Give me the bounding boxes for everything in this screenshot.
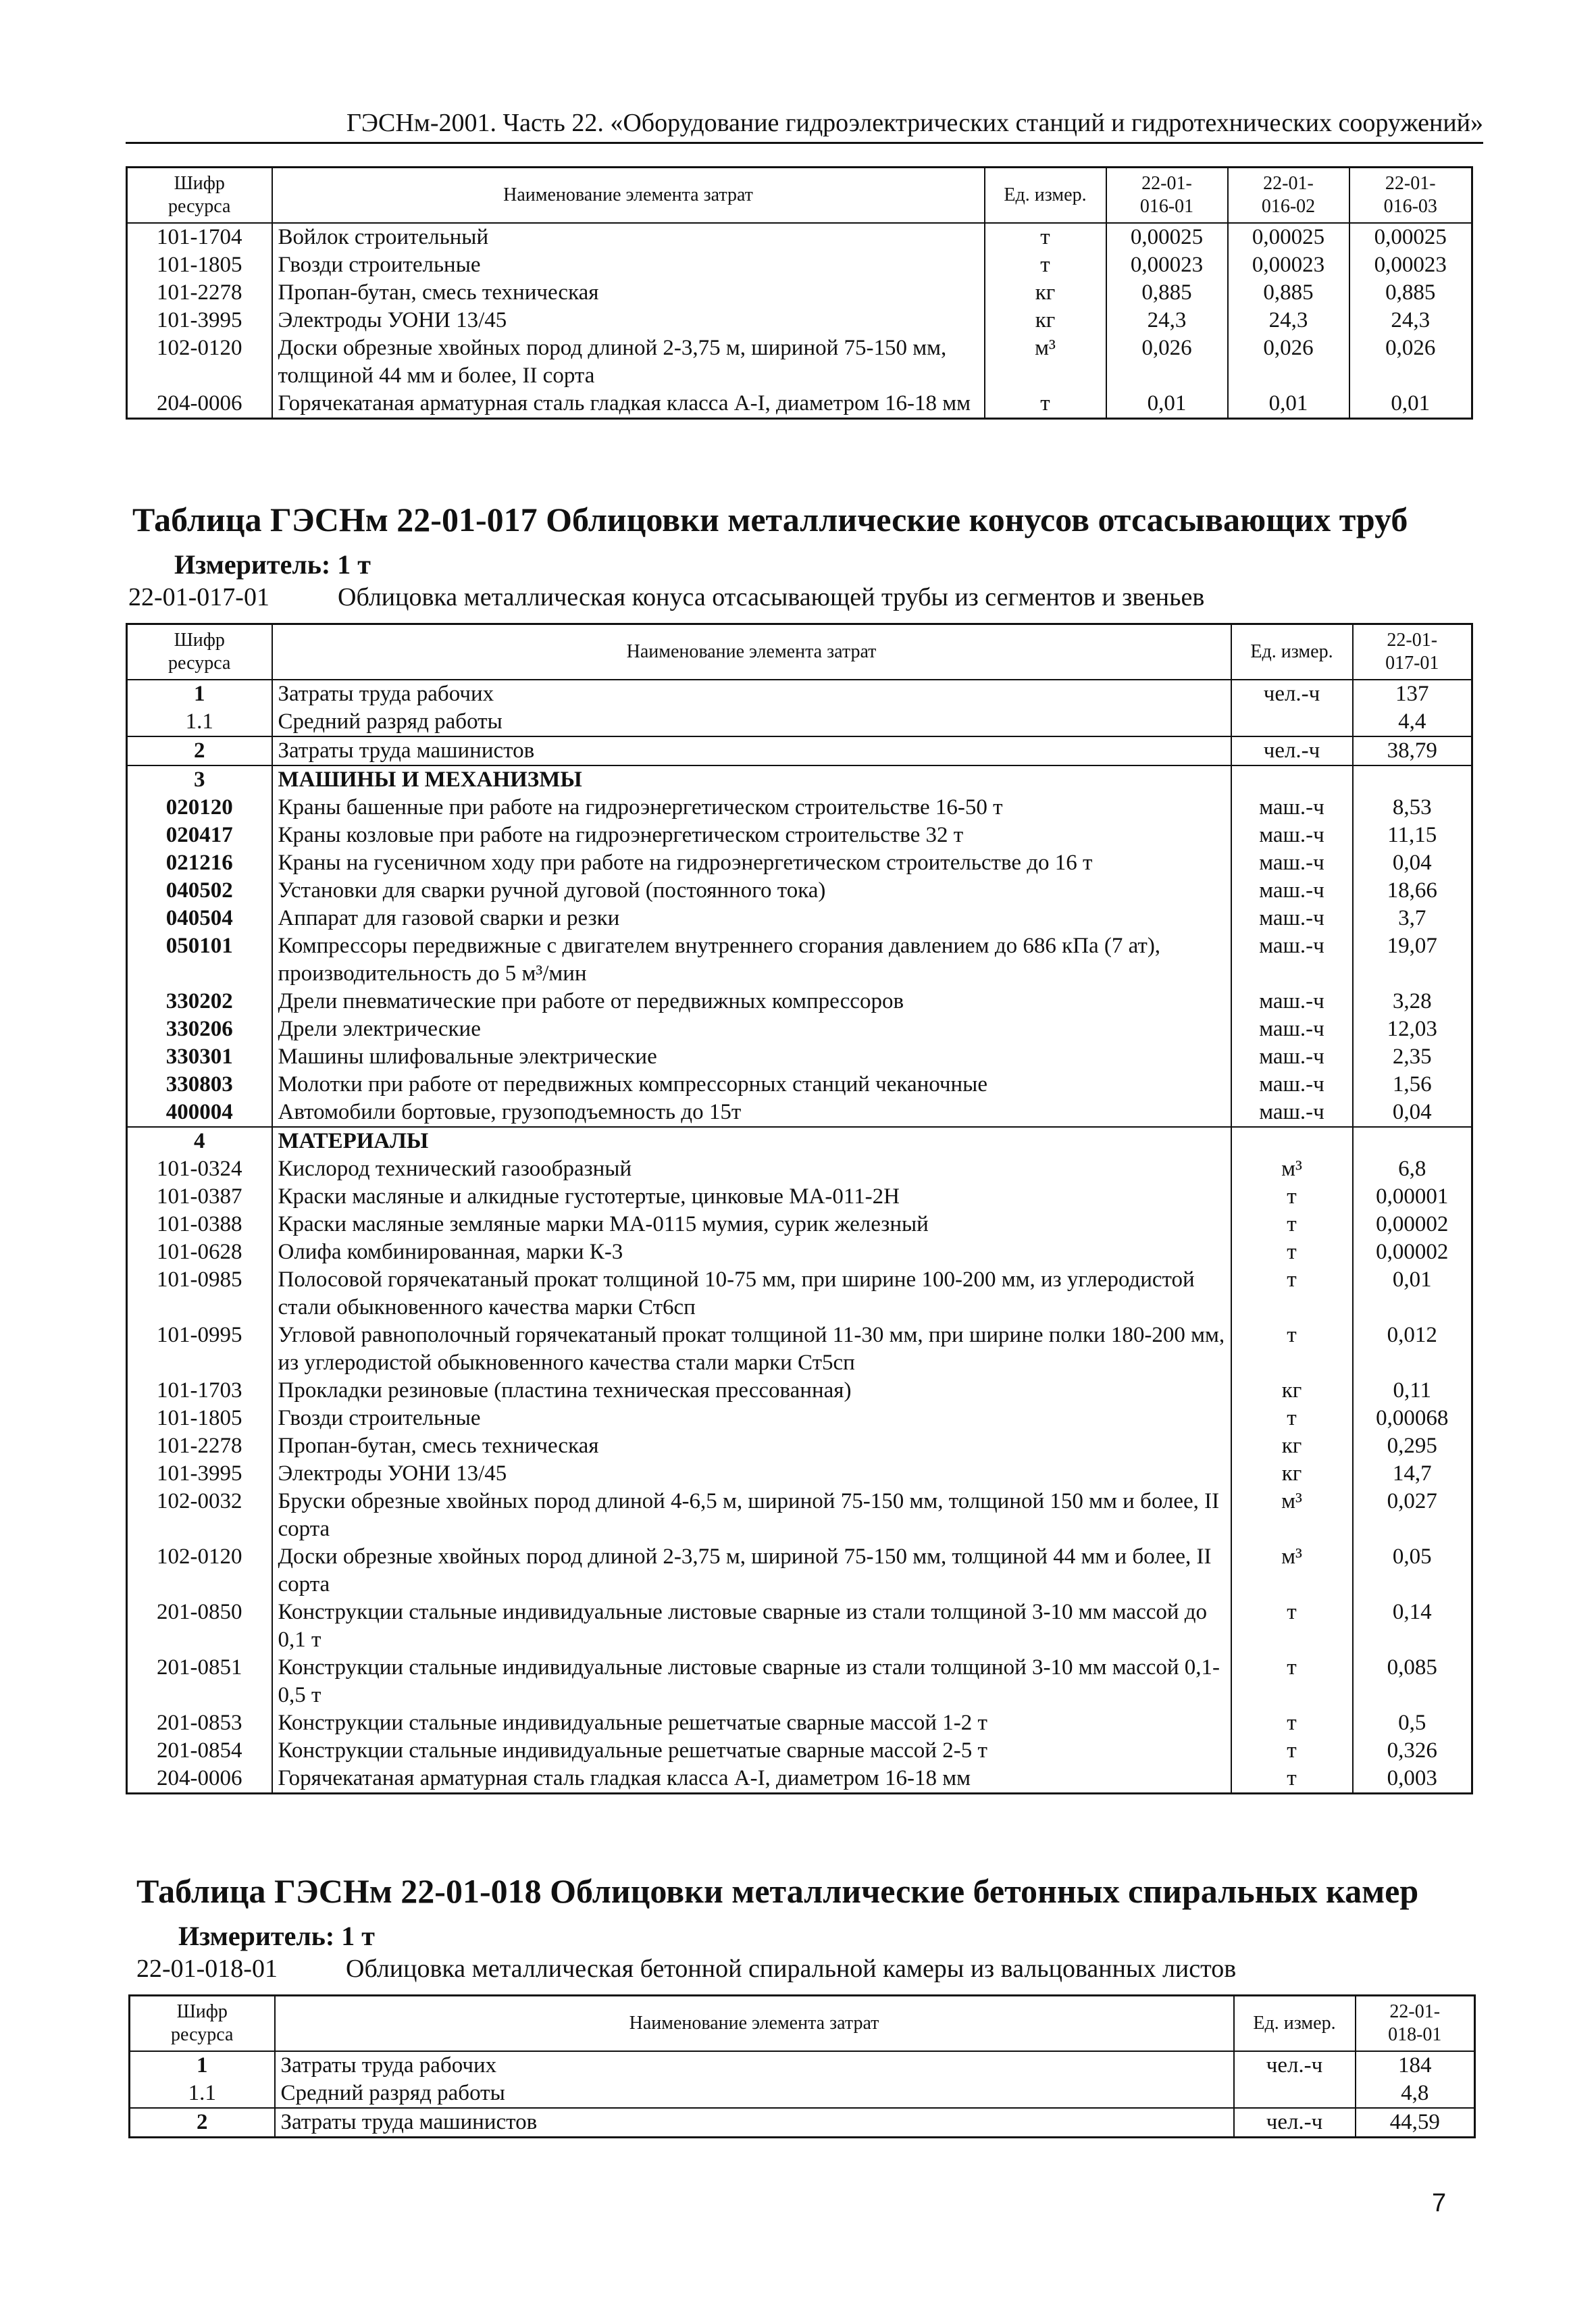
col-header-norm-3: 22-01- 016-03 [1349,168,1472,223]
norm-value-1: 44,59 [1356,2108,1475,2138]
col-header-code: Шифр ресурса [130,1996,275,2051]
norm-value-1: 0,026 [1106,334,1228,390]
norm-value-1: 0,085 [1353,1654,1472,1709]
cost-element-name: Кислород технический газообразный [272,1155,1231,1183]
resource-code: 050101 [127,932,272,988]
measure-018: Измеритель: 1 т [178,1921,375,1951]
resource-code: 101-0324 [127,1155,272,1183]
table-row [130,2051,1475,2080]
resource-code: 330301 [127,1043,272,1071]
unit-of-measure: т [1231,1266,1353,1322]
table-row [127,251,1472,279]
norm-value-1: 3,7 [1353,905,1472,932]
cost-element-name: Войлок строительный [272,223,985,251]
resource-code: 101-0628 [127,1238,272,1266]
unit-of-measure: маш.-ч [1231,1043,1353,1071]
unit-of-measure [1234,2080,1356,2108]
unit-of-measure: маш.-ч [1231,905,1353,932]
table-row [127,794,1472,822]
norm-value-1: 2,35 [1353,1043,1472,1071]
resource-code: 101-3995 [127,307,272,334]
cost-element-name: Затраты труда рабочих [272,680,1231,708]
table-row [127,1460,1472,1488]
cost-element-name: Краски масляные земляные марки МА-0115 мумия, сурик железный [272,1211,1231,1238]
unit-of-measure: кг [1231,1460,1353,1488]
resource-code: 4 [127,1127,272,1155]
cost-element-name: Конструкции стальные индивидуальные решетчатые сварные массой 2-5 т [272,1737,1231,1765]
norm-value-2: 24,3 [1228,307,1349,334]
table-22-01-017 [126,623,1473,1794]
table-row [127,1765,1472,1794]
norm-value-1: 8,53 [1353,794,1472,822]
cost-element-name: Средний разряд работы [275,2080,1234,2108]
table-row [127,223,1472,251]
unit-of-measure: маш.-ч [1231,794,1353,822]
cost-element-name: Затраты труда рабочих [275,2051,1234,2080]
resource-code: 021216 [127,849,272,877]
cost-element-name: Олифа комбинированная, марки К-3 [272,1238,1231,1266]
unit-of-measure: т [1231,1709,1353,1737]
resource-code: 020417 [127,822,272,849]
norm-value-1: 0,04 [1353,849,1472,877]
table-row [127,334,1472,390]
table-row [127,822,1472,849]
table-row [127,1238,1472,1266]
norm-line-017 [128,582,1204,612]
table-row [127,905,1472,932]
resource-code: 2 [130,2108,275,2138]
norm-value-1: 12,03 [1353,1015,1472,1043]
resource-code: 040502 [127,877,272,905]
resource-code: 101-1703 [127,1377,272,1405]
norm-value-3: 0,00025 [1349,223,1472,251]
resource-code: 102-0120 [127,334,272,390]
table-row [127,1432,1472,1460]
table-row [127,279,1472,307]
norm-value-1: 11,15 [1353,822,1472,849]
table-row [127,1737,1472,1765]
norm-value-1: 137 [1353,680,1472,708]
norm-value-1: 0,11 [1353,1377,1472,1405]
norm-value-2: 0,885 [1228,279,1349,307]
norm-value-1: 0,326 [1353,1737,1472,1765]
norm-value-2: 0,00025 [1228,223,1349,251]
cost-element-name: Аппарат для газовой сварки и резки [272,905,1231,932]
norm-value-3: 0,01 [1349,390,1472,419]
cost-element-name: Молотки при работе от передвижных компрессорных станций чеканочные [272,1071,1231,1099]
cost-element-name: Конструкции стальные индивидуальные листовые сварные из стали толщиной 3-10 мм массой до 0,1 т [272,1599,1231,1654]
unit-of-measure: т [985,251,1106,279]
unit-of-measure: т [1231,1654,1353,1709]
norm-value-3: 24,3 [1349,307,1472,334]
unit-of-measure: чел.-ч [1231,680,1353,708]
norm-value-1: 0,00068 [1353,1405,1472,1432]
cost-element-name: Краны башенные при работе на гидроэнергетическом строительстве 16-50 т [272,794,1231,822]
resource-code: 101-0995 [127,1322,272,1377]
col-header-unit: Ед. измер. [985,168,1106,223]
unit-of-measure [1231,1127,1353,1155]
table-row [130,2108,1475,2138]
table-title-017: Таблица ГЭСНм 22-01-017 Облицовки металлические конусов отсасывающих труб [132,501,1408,538]
unit-of-measure: т [1231,1599,1353,1654]
cost-element-name: Гвозди строительные [272,251,985,279]
resource-code: 102-0120 [127,1543,272,1599]
cost-element-name: Доски обрезные хвойных пород длиной 2-3,75 м, шириной 75-150 мм, толщиной 44 мм и более, II сорта [272,334,985,390]
col-header-name: Наименование элемента затрат [272,624,1231,680]
cost-element-name: Бруски обрезные хвойных пород длиной 4-6,5 м, шириной 75-150 мм, толщиной 150 мм и более, II сорта [272,1488,1231,1543]
resource-code: 204-0006 [127,1765,272,1794]
unit-of-measure: м³ [1231,1543,1353,1599]
resource-code: 020120 [127,794,272,822]
table-row [127,1599,1472,1654]
norm-value-1: 0,00002 [1353,1211,1472,1238]
norm-line-018 [136,1954,1236,1984]
norm-value-1: 0,00023 [1106,251,1228,279]
unit-of-measure: чел.-ч [1234,2108,1356,2138]
resource-code: 1.1 [130,2080,275,2108]
unit-of-measure [1231,708,1353,736]
table-row [127,877,1472,905]
resource-code: 040504 [127,905,272,932]
col-header-norm-1: 22-01- 016-01 [1106,168,1228,223]
resource-code: 3 [127,765,272,794]
norm-value-1: 0,027 [1353,1488,1472,1543]
table-row [127,1043,1472,1071]
unit-of-measure: кг [985,307,1106,334]
cost-element-name: Машины шлифовальные электрические [272,1043,1231,1071]
norm-value-3: 0,026 [1349,334,1472,390]
table-22-01-018 [128,1994,1476,2138]
unit-of-measure: м³ [1231,1155,1353,1183]
norm-code-018: 22-01-018-01 [136,1955,278,1983]
cost-element-name: МАТЕРИАЛЫ [272,1127,1231,1155]
unit-of-measure: т [1231,1405,1353,1432]
col-header-unit: Ед. измер. [1234,1996,1356,2051]
unit-of-measure: маш.-ч [1231,1015,1353,1043]
unit-of-measure: т [1231,1238,1353,1266]
norm-value-1: 0,012 [1353,1322,1472,1377]
norm-value-1 [1353,1127,1472,1155]
resource-code: 201-0853 [127,1709,272,1737]
running-header: ГЭСНм-2001. Часть 22. «Оборудование гидроэлектрических станций и гидротехнических сооружений» [126,108,1483,144]
unit-of-measure: т [1231,1737,1353,1765]
norm-value-1: 0,00002 [1353,1238,1472,1266]
cost-element-name: Пропан-бутан, смесь техническая [272,279,985,307]
resource-code: 101-3995 [127,1460,272,1488]
table-row [127,708,1472,736]
col-header-norm-2: 22-01- 016-02 [1228,168,1349,223]
unit-of-measure: маш.-ч [1231,1071,1353,1099]
col-header-code: Шифр ресурса [127,168,272,223]
cost-element-name: Полосовой горячекатаный прокат толщиной 10-75 мм, при ширине 100-200 мм, из углеродистой стали обыкновенного качества марки Ст6сп [272,1266,1231,1322]
norm-value-1: 38,79 [1353,736,1472,765]
unit-of-measure: м³ [985,334,1106,390]
col-header-name: Наименование элемента затрат [275,1996,1234,2051]
norm-name-017: Облицовка металлическая конуса отсасывающей трубы из сегментов и звеньев [338,583,1205,611]
unit-of-measure: чел.-ч [1234,2051,1356,2080]
col-header-code: Шифр ресурса [127,624,272,680]
table-row [127,1155,1472,1183]
cost-element-name: Затраты труда машинистов [272,736,1231,765]
table-row [127,1488,1472,1543]
resource-code: 2 [127,736,272,765]
cost-element-name: Горячекатаная арматурная сталь гладкая класса А-I, диаметром 16-18 мм [272,390,985,419]
resource-code: 330206 [127,1015,272,1043]
table-row [127,680,1472,708]
table-row [127,736,1472,765]
resource-code: 201-0851 [127,1654,272,1709]
resource-code: 204-0006 [127,390,272,419]
col-header-name: Наименование элемента затрат [272,168,985,223]
col-header-unit: Ед. измер. [1231,624,1353,680]
resource-code: 101-1805 [127,251,272,279]
unit-of-measure: маш.-ч [1231,932,1353,988]
resource-code: 330803 [127,1071,272,1099]
norm-value-1: 18,66 [1353,877,1472,905]
norm-value-1: 0,295 [1353,1432,1472,1460]
col-header-norm-1: 22-01- 018-01 [1356,1996,1475,2051]
norm-value-2: 0,01 [1228,390,1349,419]
table-row [127,307,1472,334]
unit-of-measure [1231,765,1353,794]
cost-element-name: Установки для сварки ручной дуговой (постоянного тока) [272,877,1231,905]
table-row [127,390,1472,419]
resource-code: 201-0850 [127,1599,272,1654]
resource-code: 101-0388 [127,1211,272,1238]
table-row [127,1183,1472,1211]
unit-of-measure: т [985,223,1106,251]
table-row [127,1127,1472,1155]
table-row [127,1405,1472,1432]
cost-element-name: Автомобили бортовые, грузоподъемность до 15т [272,1099,1231,1127]
norm-value-1: 0,00001 [1353,1183,1472,1211]
resource-code: 101-1805 [127,1405,272,1432]
table-row [127,1377,1472,1405]
norm-value-1: 24,3 [1106,307,1228,334]
norm-value-1: 184 [1356,2051,1475,2080]
unit-of-measure: чел.-ч [1231,736,1353,765]
table-row [127,1266,1472,1322]
table-row [127,1543,1472,1599]
cost-element-name: Угловой равнополочный горячекатаный прокат толщиной 11-30 мм, при ширине полки 180-200 мм, из углеродистой обыкновенного качества стали марки Ст5сп [272,1322,1231,1377]
norm-code-017: 22-01-017-01 [128,583,269,611]
table-row [127,1211,1472,1238]
cost-element-name: Прокладки резиновые (пластина техническая прессованная) [272,1377,1231,1405]
table-row [127,1322,1472,1377]
resource-code: 1.1 [127,708,272,736]
cost-element-name: Дрели электрические [272,1015,1231,1043]
norm-value-1: 4,4 [1353,708,1472,736]
resource-code: 101-0985 [127,1266,272,1322]
table-row [127,932,1472,988]
resource-code: 400004 [127,1099,272,1127]
table-row [127,1654,1472,1709]
norm-value-1: 0,01 [1353,1266,1472,1322]
resource-code: 101-2278 [127,279,272,307]
table-row [127,765,1472,794]
resource-code: 101-0387 [127,1183,272,1211]
col-header-norm-1: 22-01- 017-01 [1353,624,1472,680]
norm-value-1: 0,885 [1106,279,1228,307]
resource-code: 101-2278 [127,1432,272,1460]
table-row [127,849,1472,877]
resource-code: 1 [127,680,272,708]
cost-element-name: Доски обрезные хвойных пород длиной 2-3,75 м, шириной 75-150 мм, толщиной 44 мм и более, II сорта [272,1543,1231,1599]
norm-value-1 [1353,765,1472,794]
cost-element-name: Компрессоры передвижные с двигателем внутреннего сгорания давлением до 686 кПа (7 ат), производительность до 5 м³/мин [272,932,1231,988]
norm-value-1: 6,8 [1353,1155,1472,1183]
norm-value-1: 0,5 [1353,1709,1472,1737]
norm-value-1: 14,7 [1353,1460,1472,1488]
cost-element-name: Дрели пневматические при работе от передвижных компрессоров [272,988,1231,1015]
table-row [127,1099,1472,1127]
norm-value-3: 0,00023 [1349,251,1472,279]
norm-value-3: 0,885 [1349,279,1472,307]
norm-value-1: 0,00025 [1106,223,1228,251]
table-row [127,1709,1472,1737]
cost-element-name: Пропан-бутан, смесь техническая [272,1432,1231,1460]
norm-value-1: 4,8 [1356,2080,1475,2108]
cost-element-name: Гвозди строительные [272,1405,1231,1432]
norm-value-1: 0,04 [1353,1099,1472,1127]
table-row [127,1071,1472,1099]
norm-value-2: 0,00023 [1228,251,1349,279]
cost-element-name: Затраты труда машинистов [275,2108,1234,2138]
table-22-01-016-continued [126,166,1473,420]
unit-of-measure: маш.-ч [1231,849,1353,877]
cost-element-name: Электроды УОНИ 13/45 [272,1460,1231,1488]
table-row [127,988,1472,1015]
cost-element-name: Краны козловые при работе на гидроэнергетическом строительстве 32 т [272,822,1231,849]
unit-of-measure: маш.-ч [1231,1099,1353,1127]
resource-code: 101-1704 [127,223,272,251]
unit-of-measure: маш.-ч [1231,988,1353,1015]
unit-of-measure: т [985,390,1106,419]
resource-code: 330202 [127,988,272,1015]
unit-of-measure: т [1231,1765,1353,1794]
page-number: 7 [1432,2189,1447,2217]
resource-code: 102-0032 [127,1488,272,1543]
norm-value-1: 3,28 [1353,988,1472,1015]
cost-element-name: МАШИНЫ И МЕХАНИЗМЫ [272,765,1231,794]
resource-code: 1 [130,2051,275,2080]
table-row [130,2080,1475,2108]
cost-element-name: Средний разряд работы [272,708,1231,736]
norm-value-1: 0,05 [1353,1543,1472,1599]
norm-value-1: 19,07 [1353,932,1472,988]
norm-value-1: 0,003 [1353,1765,1472,1794]
unit-of-measure: м³ [1231,1488,1353,1543]
table-row [127,1015,1472,1043]
unit-of-measure: маш.-ч [1231,877,1353,905]
unit-of-measure: т [1231,1211,1353,1238]
unit-of-measure: кг [1231,1432,1353,1460]
measure-017: Измеритель: 1 т [174,549,371,580]
cost-element-name: Конструкции стальные индивидуальные листовые сварные из стали толщиной 3-10 мм массой 0,1-0,5 т [272,1654,1231,1709]
unit-of-measure: маш.-ч [1231,822,1353,849]
cost-element-name: Электроды УОНИ 13/45 [272,307,985,334]
unit-of-measure: кг [1231,1377,1353,1405]
unit-of-measure: кг [985,279,1106,307]
resource-code: 201-0854 [127,1737,272,1765]
unit-of-measure: т [1231,1183,1353,1211]
cost-element-name: Конструкции стальные индивидуальные решетчатые сварные массой 1-2 т [272,1709,1231,1737]
cost-element-name: Краски масляные и алкидные густотертые, цинковые МА-011-2Н [272,1183,1231,1211]
norm-value-1: 0,01 [1106,390,1228,419]
unit-of-measure: т [1231,1322,1353,1377]
cost-element-name: Горячекатаная арматурная сталь гладкая класса А-I, диаметром 16-18 мм [272,1765,1231,1794]
norm-value-2: 0,026 [1228,334,1349,390]
norm-name-018: Облицовка металлическая бетонной спиральной камеры из вальцованных листов [346,1955,1237,1983]
norm-value-1: 0,14 [1353,1599,1472,1654]
table-title-018: Таблица ГЭСНм 22-01-018 Облицовки металлические бетонных спиральных камер [136,1872,1419,1910]
norm-value-1: 1,56 [1353,1071,1472,1099]
cost-element-name: Краны на гусеничном ходу при работе на гидроэнергетическом строительстве до 16 т [272,849,1231,877]
